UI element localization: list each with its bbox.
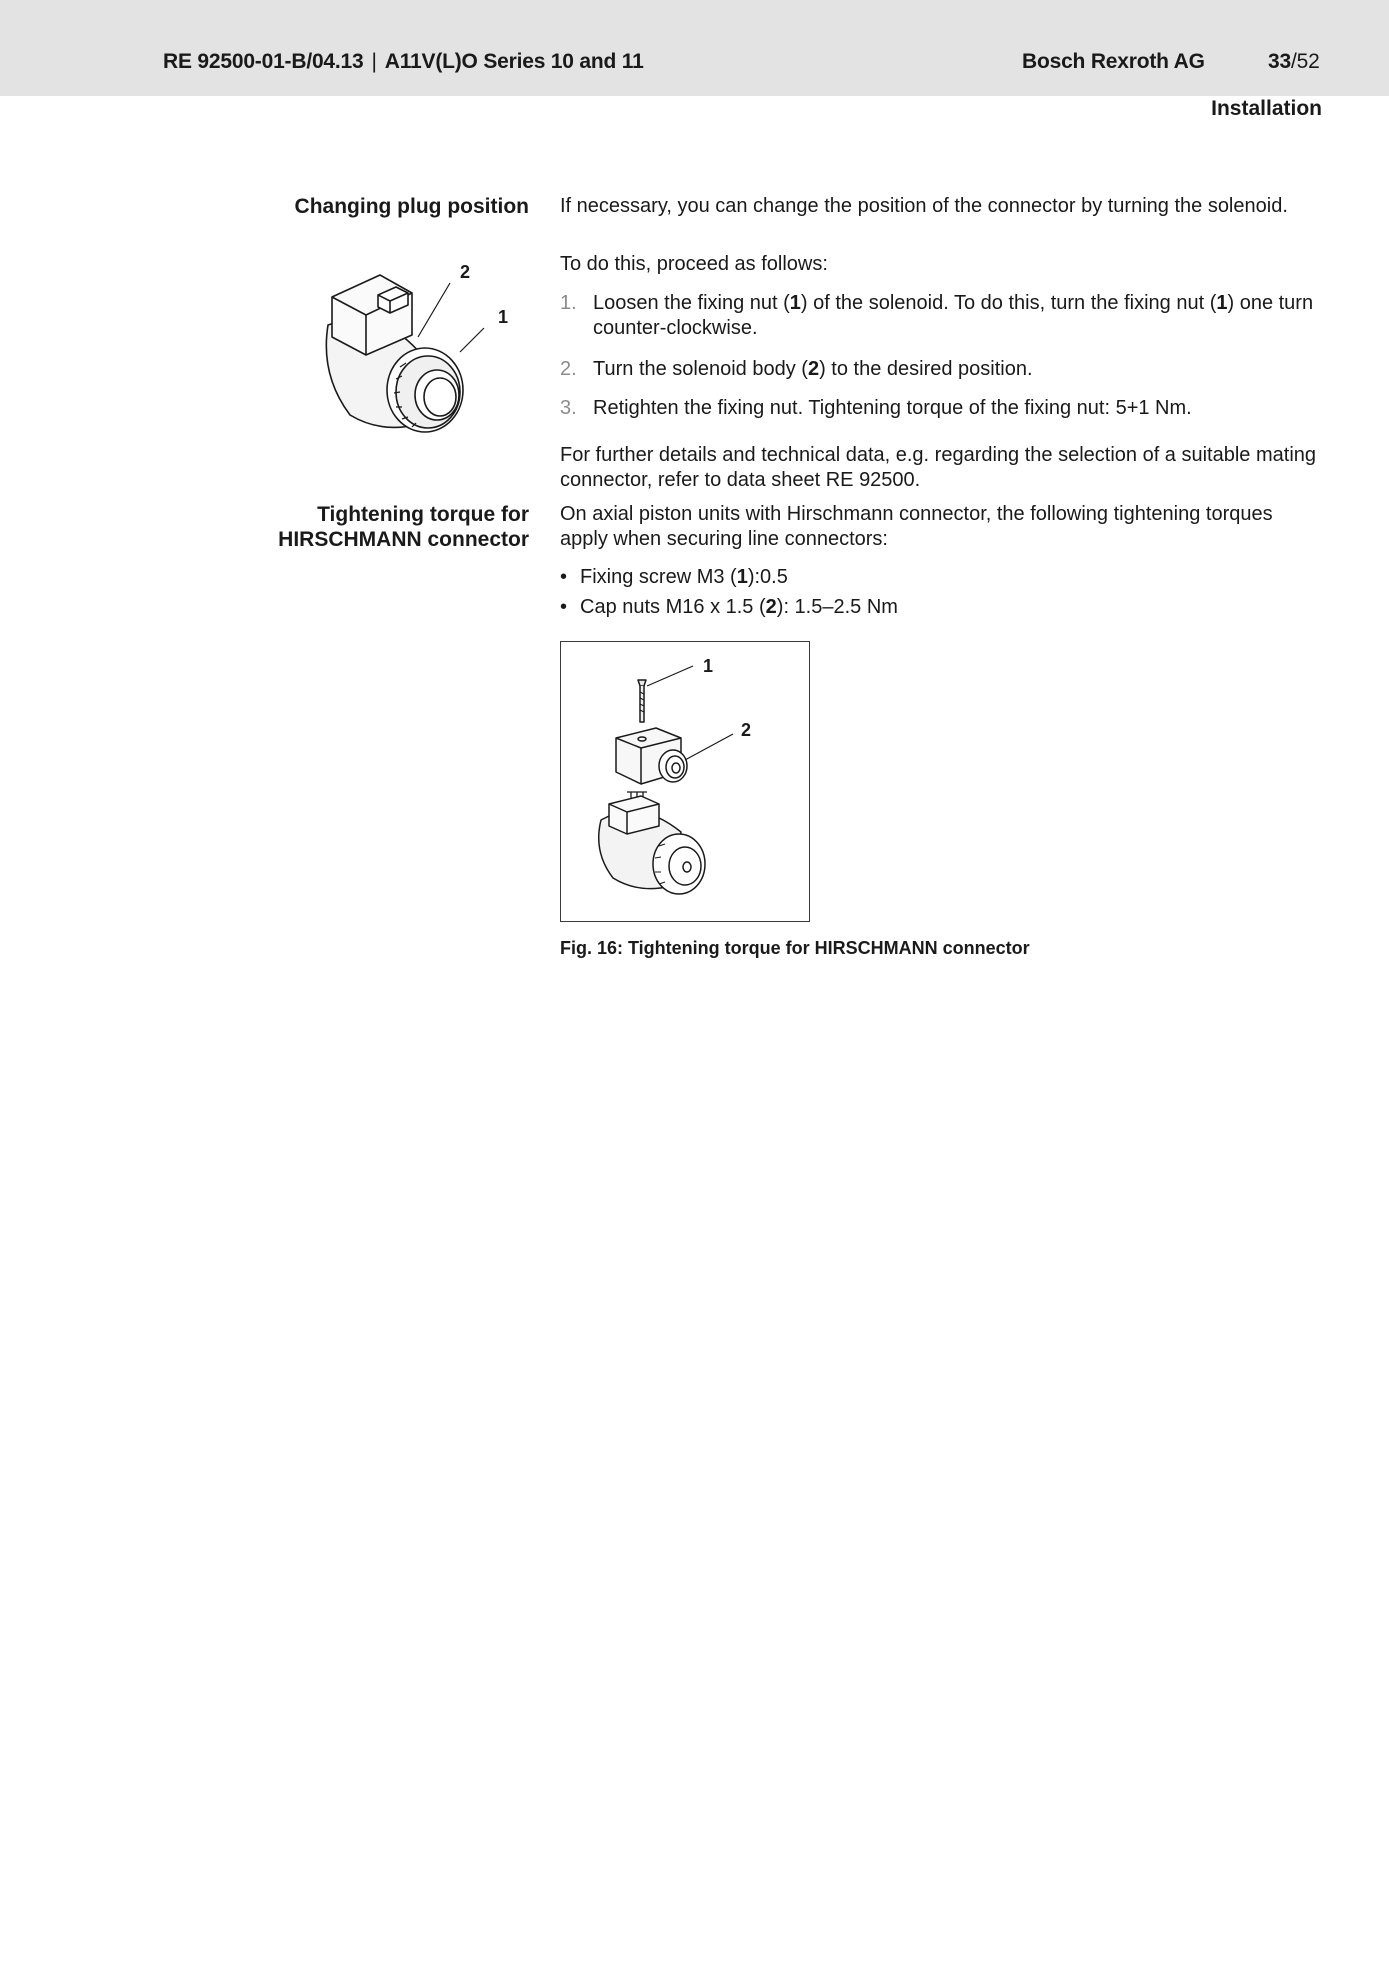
further-details-text: For further details and technical data, e.g. regarding the selection of a suitable mating connector, refer to data sheet RE 92500. (560, 444, 1317, 491)
hirschmann-intro: On axial piston units with Hirschmann connector, the following tightening torques apply when securing line connectors: (560, 503, 1273, 550)
company-name: Bosch Rexroth AG (1022, 50, 1205, 73)
section-title: Installation (1211, 97, 1322, 120)
figure-label-2: 2 (741, 720, 752, 740)
list-item-text: Fixing screw M3 (1):0.5 (580, 566, 788, 588)
step-number: 2. (560, 358, 577, 380)
page-current: 33 (1268, 50, 1291, 73)
solenoid-plug-figure (310, 255, 520, 450)
step-item (560, 291, 1320, 341)
changing-plug-intro: If necessary, you can change the position of the connector by turning the solenoid. (560, 195, 1288, 217)
step-number: 3. (560, 397, 577, 419)
document-reference (163, 50, 644, 74)
hirschmann-heading: Tightening torque for HIRSCHMANN connector (278, 503, 529, 551)
hirschmann-connector-illustration (561, 642, 808, 920)
changing-plug-heading: Changing plug position (294, 195, 529, 218)
page-total: /52 (1290, 50, 1320, 73)
list-item (560, 562, 1320, 592)
step-item (560, 357, 1320, 382)
figure-label-1: 1 (703, 656, 714, 676)
step-text: Retighten the fixing nut. Tightening torque of the fixing nut: 5+1 Nm. (593, 397, 1192, 419)
header-separator: | (371, 50, 377, 73)
list-item (560, 592, 1320, 622)
step-number: 1. (560, 292, 577, 314)
figure-label-1: 1 (498, 307, 509, 327)
figure-label-2: 2 (460, 262, 471, 282)
series-title: A11V(L)O Series 10 and 11 (384, 50, 644, 73)
torque-list (560, 562, 1320, 622)
bullet-icon: • (560, 566, 568, 588)
changing-plug-lead: To do this, proceed as follows: (560, 253, 828, 275)
step-text: Loosen the fixing nut (1) of the solenoid. To do this, turn the fixing nut (1) one turn counter-clockwise. (593, 292, 1314, 339)
bullet-icon: • (560, 596, 568, 618)
page-header (0, 0, 1389, 96)
doc-ref: RE 92500-01-B/04.13 (163, 50, 364, 73)
step-text: Turn the solenoid body (2) to the desired position. (593, 358, 1033, 380)
page-number (1268, 50, 1320, 74)
hirschmann-figure (560, 641, 810, 922)
step-item (560, 396, 1320, 421)
figure-caption: Fig. 16: Tightening torque for HIRSCHMANN connector (560, 938, 1030, 958)
list-item-text: Cap nuts M16 x 1.5 (2): 1.5–2.5 Nm (580, 596, 898, 618)
